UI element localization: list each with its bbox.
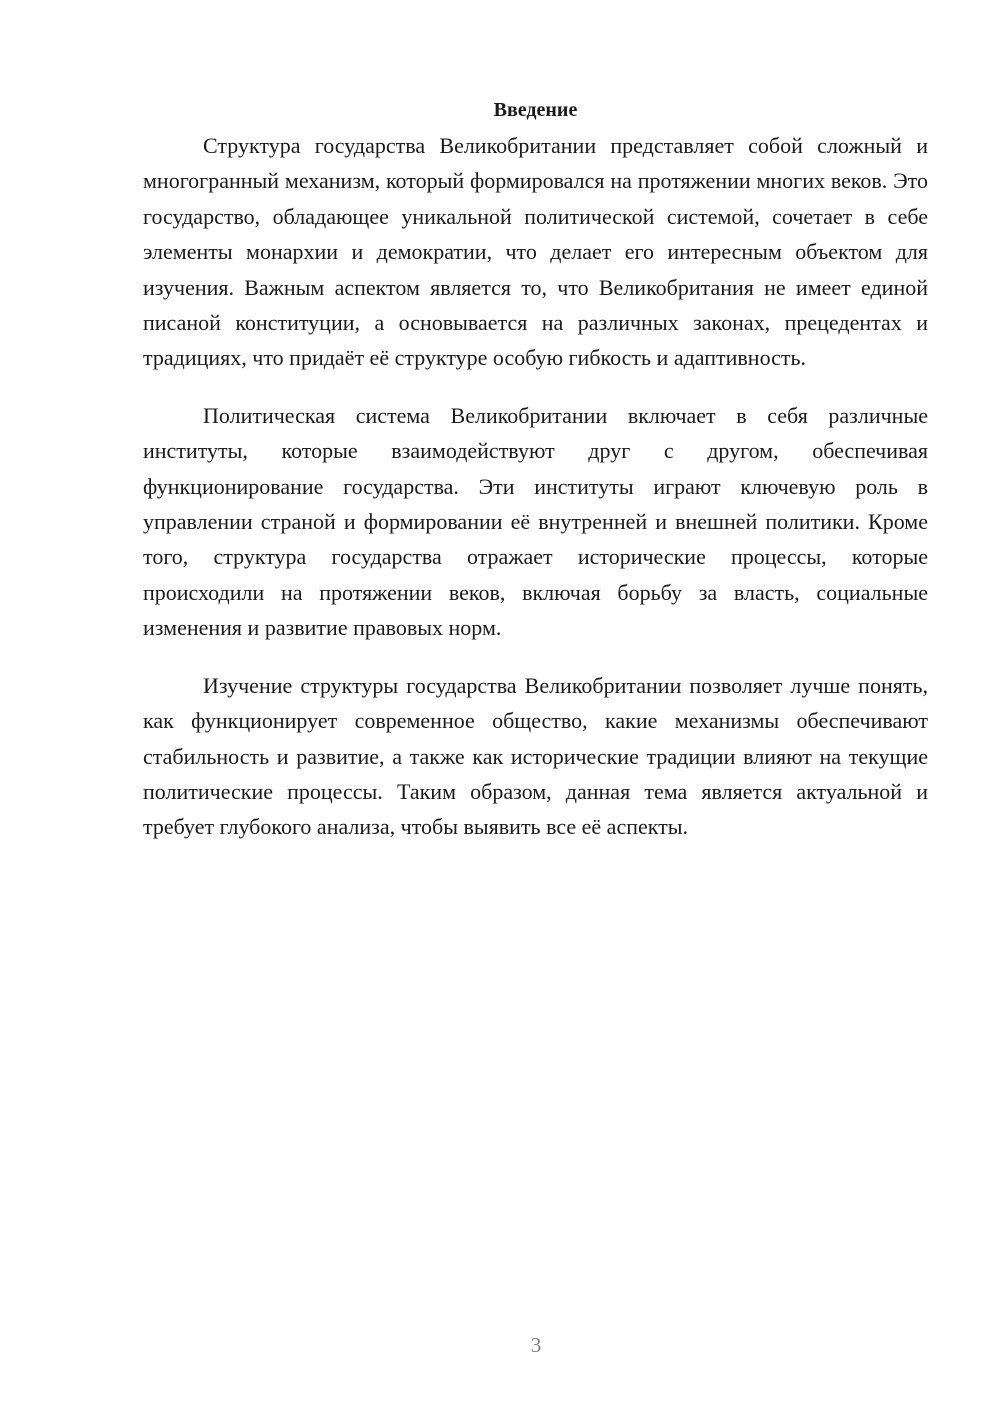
page-content: [143, 92, 928, 845]
paragraph-1: Структура государства Великобритании представляет собой сложный и многогранный механизм, который формировался на протяжении многих веков. Это государство, обладающее уникальной политической системой, сочетает в себе элементы монархии и демократии, что делает его интересным объектом для изучения. Важным аспектом является то, что Великобритания не имеет единой писаной конституции, а основывается на различных законах, прецедентах и традициях, что придаёт её структуре особую гибкость и адаптивность.: [143, 133, 928, 371]
section-title: Введение: [493, 99, 578, 121]
paragraph-3: Изучение структуры государства Великобритании позволяет лучше понять, как функционирует современное общество, какие механизмы обеспечивают стабильность и развитие, а также как исторические традиции влияют на текущие политические процессы. Таким образом, данная тема является актуальной и требует глубокого анализа, чтобы выявить все её аспекты.: [143, 672, 928, 840]
paragraph-2: Политическая система Великобритании включает в себя различные институты, которые взаимодействуют друг с другом, обеспечивая функционирование государства. Эти институты играют ключевую роль в управлении страной и формировании её внутренней и внешней политики. Кроме того, структура государства отражает исторические процессы, которые происходили на протяжении веков, включая борьбу за власть, социальные изменения и развитие правовых норм.: [143, 402, 928, 641]
page-number: 3: [530, 1333, 542, 1357]
